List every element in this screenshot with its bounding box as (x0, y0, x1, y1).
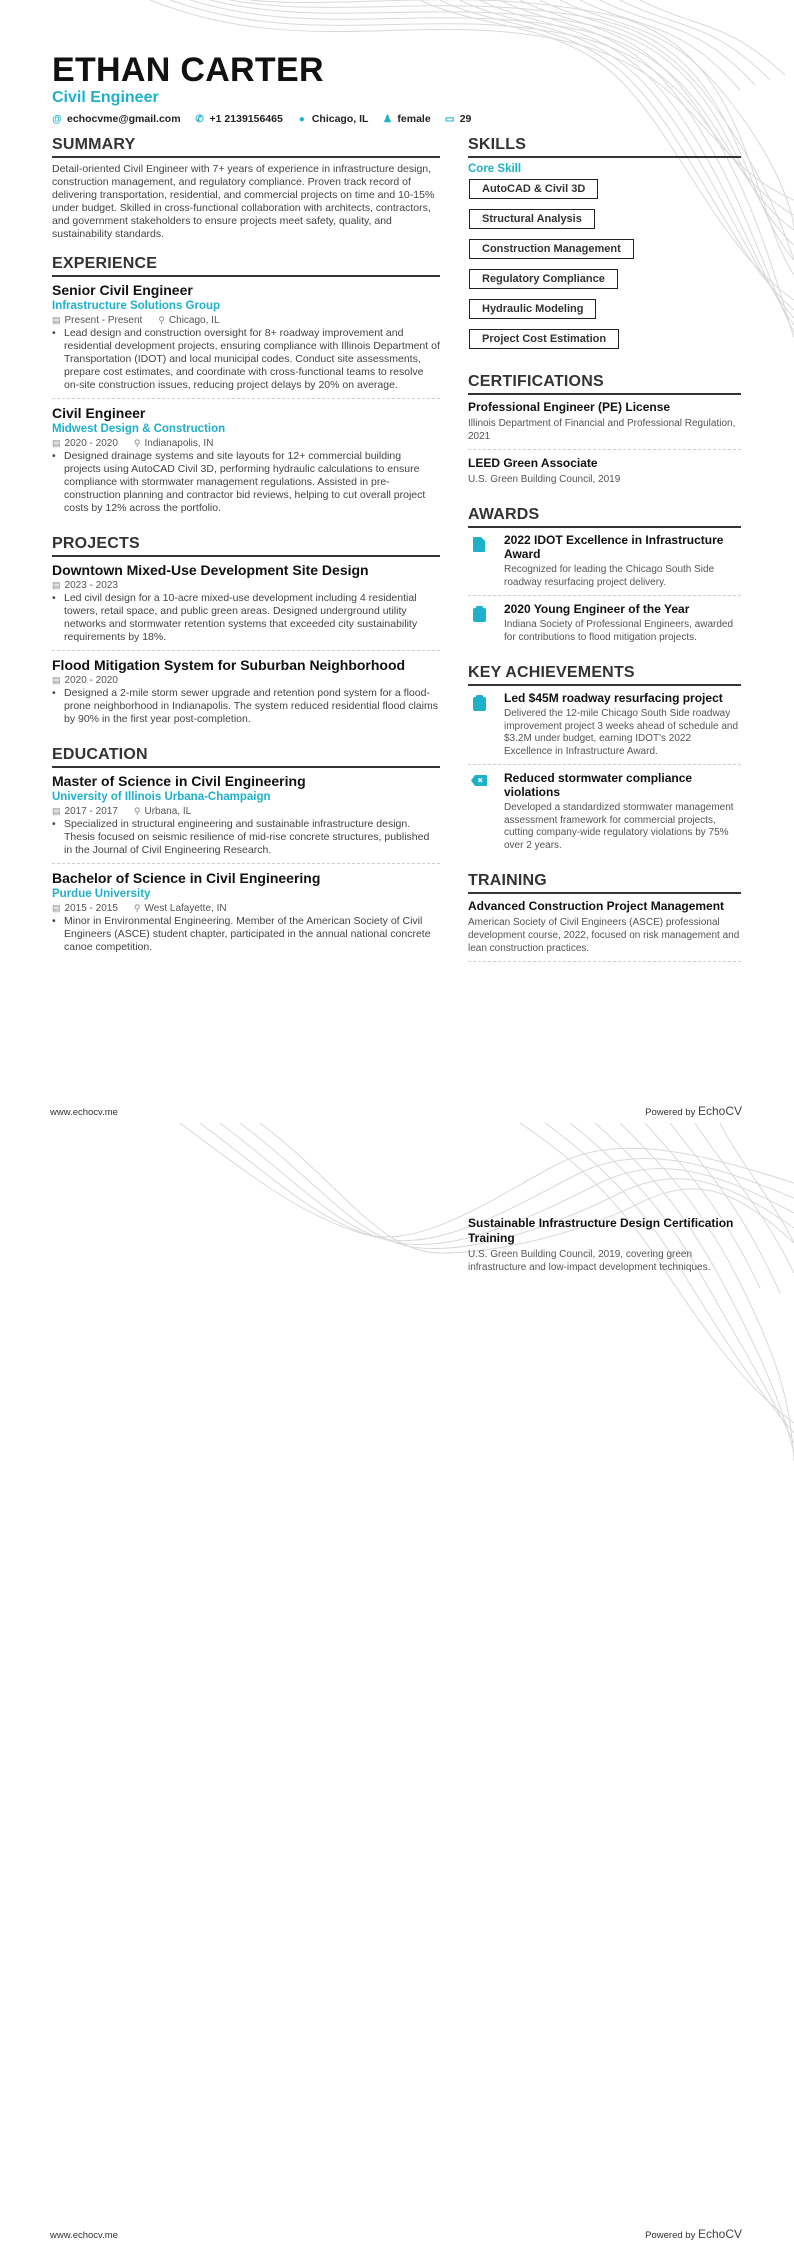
left-column (52, 136, 440, 974)
training-entry (468, 1216, 741, 1280)
website-link[interactable]: www.echocv.me (50, 1107, 118, 1118)
project-title: Flood Mitigation System for Suburban Neighborhood (52, 657, 406, 673)
achievements-section (468, 664, 741, 858)
section-title: EXPERIENCE (52, 255, 440, 277)
person-icon: ♟ (382, 113, 392, 125)
contact-email[interactable]: @ echocvme@gmail.com (52, 113, 181, 125)
page-footer (50, 1104, 742, 1118)
section-title: EDUCATION (52, 746, 440, 768)
bullet-item: • Specialized in structural engineering and sustainable infrastructure design. Thesis focused on seismic resilience of mid-rise concrete structures, published in the Journal of Civil Engineering Research. (52, 818, 430, 856)
achievement-entry (468, 691, 741, 765)
award-title: 2020 Young Engineer of the Year (504, 602, 690, 616)
achievement-description: Delivered the 12-mile Chicago South Side roadway improvement project 3 weeks ahead of schedule and $3.2M under budget, earning IDOT's 2022 Excellence in Infrastructure Award. (504, 708, 739, 757)
achievement-entry (468, 771, 741, 858)
training-continued (468, 1216, 741, 1280)
skill-tag: Construction Management (469, 239, 634, 259)
page-footer (50, 2227, 742, 2241)
clipboard-icon (468, 691, 490, 758)
calendar-icon: ▭ (444, 113, 455, 125)
experience-section (52, 255, 440, 521)
section-title: KEY ACHIEVEMENTS (468, 664, 741, 686)
calendar-icon: ▤ (52, 438, 61, 448)
entry-meta: ▤ 2017 - 2017 ⚲ Urbana, IL (52, 806, 192, 817)
section-title: SUMMARY (52, 136, 440, 158)
certification-entry (468, 400, 741, 450)
certifications-section (468, 373, 741, 492)
website-link[interactable]: www.echocv.me (50, 2230, 118, 2241)
degree-title: Bachelor of Science in Civil Engineering (52, 870, 321, 886)
powered-by: Powered by EchoCV (645, 1104, 742, 1118)
at-sign-icon: @ (52, 113, 62, 125)
map-pin-icon: ● (298, 113, 305, 125)
skills-section (468, 136, 741, 359)
skill-tag: Regulatory Compliance (469, 269, 618, 289)
wave-background-pattern (0, 1123, 794, 1463)
entry-meta: ▤ 2023 - 2023 (52, 580, 118, 591)
contact-age: ▭ 29 (444, 113, 472, 125)
project-entry (52, 657, 440, 732)
bullet-item: • Minor in Environmental Engineering. Member of the American Society of Civil Engineers (ASCE) student chapter, participated in the annual national concrete canoe competition. (52, 915, 431, 953)
training-description: U.S. Green Building Council, 2019, covering green infrastructure and low-impact development techniques. (468, 1249, 711, 1273)
experience-entry (52, 405, 440, 521)
document-icon (468, 533, 490, 589)
award-description: Indiana Society of Professional Engineers, awarded for contributions to flood mitigation projects. (504, 619, 734, 643)
resume-page-2 (0, 1123, 794, 2246)
summary-text: Detail-oriented Civil Engineer with 7+ years of experience in infrastructure design, construction management, and regulatory compliance. Proven track record of delivering transportation, residential, and commercial projects on time and 10-15% under budget. Skilled in cross-functional collaboration with architects, contractors, and government stakeholders to ensure projects meet safety, quality, and sustainability standards. (52, 163, 435, 240)
bullet-item: • Lead design and construction oversight for 8+ roadway improvement and residential development projects, ensuring compliance with Illinois Department of Transportation (IDOT) and local municipal codes. Conduct site assessments, prepare cost estimates, and coordinate with cross-functional teams to resolve on-site construction issues, reducing project delays by 20% on average. (52, 327, 440, 391)
project-entry (52, 562, 440, 651)
company-name: Infrastructure Solutions Group (52, 300, 221, 312)
contact-bar (52, 113, 471, 125)
bullet-item: • Designed a 2-mile storm sewer upgrade and retention pond system for a flood-prone neighborhood in Indianapolis. The system reduced residential flood claims by 90% in the first year post-completion. (52, 687, 438, 725)
calendar-icon: ▤ (52, 675, 61, 685)
training-title: Advanced Construction Project Management (468, 899, 725, 913)
school-name: University of Illinois Urbana-Champaign (52, 791, 271, 803)
candidate-role: Civil Engineer (52, 89, 159, 106)
awards-section (468, 506, 741, 650)
skills-list (468, 179, 741, 359)
degree-title: Master of Science in Civil Engineering (52, 773, 306, 789)
map-pin-icon: ⚲ (133, 806, 141, 816)
skill-tag: AutoCAD & Civil 3D (469, 179, 598, 199)
brand-logo: EchoCV (697, 1104, 742, 1118)
phone-icon: ✆ (195, 113, 204, 125)
contact-location: ● Chicago, IL (298, 113, 369, 125)
education-entry (52, 870, 440, 960)
clipboard-icon (468, 602, 490, 644)
certification-title: Professional Engineer (PE) License (468, 400, 671, 414)
bullet-item: • Designed drainage systems and site layouts for 12+ commercial building projects using AutoCAD Civil 3D, performing hydraulic calculations to ensure compliance with stormwater management regulations. Assisted in pre-construction planning and contractor bid reviews, helping to cut overall project costs by 12% across the portfolio. (52, 450, 426, 514)
projects-section (52, 535, 440, 732)
education-section (52, 746, 440, 960)
calendar-icon: ▤ (52, 806, 61, 816)
map-pin-icon: ⚲ (133, 903, 141, 913)
candidate-name: ETHAN CARTER (52, 51, 324, 89)
job-title: Senior Civil Engineer (52, 282, 193, 298)
section-title: AWARDS (468, 506, 741, 528)
experience-entry (52, 282, 440, 399)
resume-header (52, 52, 471, 125)
award-entry (468, 602, 741, 650)
map-pin-icon: ⚲ (158, 315, 165, 325)
achievement-title: Led $45M roadway resurfacing project (504, 691, 723, 705)
skill-tag: Project Cost Estimation (469, 329, 619, 349)
school-name: Purdue University (52, 888, 151, 900)
calendar-icon: ▤ (52, 580, 61, 590)
section-title: SKILLS (468, 136, 741, 158)
map-pin-icon: ⚲ (133, 438, 141, 448)
entry-meta: ▤ 2015 - 2015 ⚲ West Lafayette, IN (52, 903, 227, 914)
job-title: Civil Engineer (52, 405, 146, 421)
award-title: 2022 IDOT Excellence in Infrastructure Award (504, 533, 724, 561)
section-title: CERTIFICATIONS (468, 373, 741, 395)
achievement-description: Developed a standardized stormwater management assessment framework for commercial projects, cutting company-wide regulatory violations by 75% over 2 years. (504, 802, 734, 851)
company-name: Midwest Design & Construction (52, 423, 226, 435)
certification-issuer: U.S. Green Building Council, 2019 (468, 474, 621, 485)
section-title: TRAINING (468, 872, 741, 894)
skill-tag: Hydraulic Modeling (469, 299, 596, 319)
powered-by: Powered by EchoCV (645, 2227, 742, 2241)
training-section (468, 872, 741, 962)
training-description: American Society of Civil Engineers (ASCE) professional development course, 2022, focused on risk management and lean construction practices. (468, 917, 740, 954)
backspace-icon (468, 771, 490, 852)
contact-gender: ♟ female (382, 113, 431, 125)
award-entry (468, 533, 741, 596)
training-title: Sustainable Infrastructure Design Certification Training (468, 1216, 734, 1245)
certification-entry (468, 456, 741, 492)
project-title: Downtown Mixed-Use Development Site Design (52, 562, 369, 578)
calendar-icon: ▤ (52, 903, 61, 913)
brand-logo: EchoCV (697, 2227, 742, 2241)
bullet-item: • Led civil design for a 10-acre mixed-use development including 4 residential towers, retail space, and public green areas. Designed underground utility networks and stormwater retention systems that exceeded city sustainability requirements by 18%. (52, 592, 418, 643)
skill-tag: Structural Analysis (469, 209, 595, 229)
achievement-title: Reduced stormwater compliance violations (504, 771, 693, 799)
entry-meta: ▤ 2020 - 2020 (52, 675, 118, 686)
summary-section (52, 136, 440, 241)
entry-meta: ▤ 2020 - 2020 ⚲ Indianapolis, IN (52, 438, 214, 449)
education-entry (52, 773, 440, 864)
certification-issuer: Illinois Department of Financial and Professional Regulation, 2021 (468, 418, 736, 442)
section-title: PROJECTS (52, 535, 440, 557)
calendar-icon: ▤ (52, 315, 61, 325)
skill-group-label: Core Skill (468, 163, 522, 175)
contact-phone[interactable]: ✆ +1 2139156465 (195, 113, 283, 125)
entry-meta: ▤ Present - Present ⚲ Chicago, IL (52, 315, 220, 326)
training-entry (468, 899, 741, 962)
award-description: Recognized for leading the Chicago South Side roadway resurfacing project delivery. (504, 564, 715, 588)
right-column (468, 136, 741, 976)
certification-title: LEED Green Associate (468, 456, 598, 470)
